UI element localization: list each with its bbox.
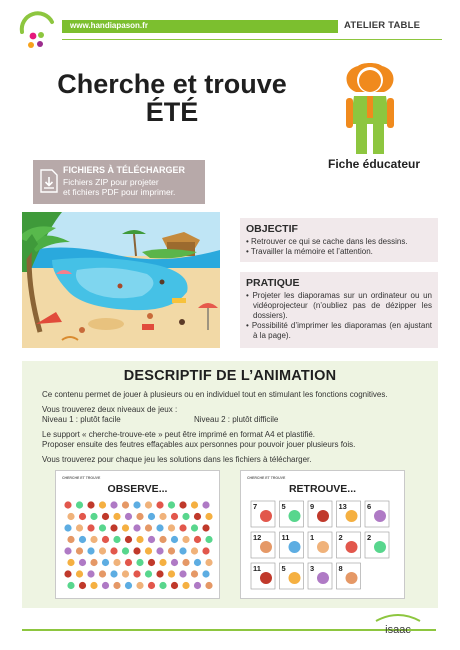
observe-drawing [145,524,152,531]
observe-drawing [171,536,178,543]
observe-drawing [99,570,106,577]
retrouve-number: 7 [253,502,258,511]
observe-drawing [136,536,143,543]
page-title [32,70,312,126]
observe-drawing [133,524,140,531]
observe-drawing [90,513,97,520]
retrouve-number: 1 [310,533,315,542]
observe-drawing [156,524,163,531]
observe-drawing [145,547,152,554]
observe-thumbnail[interactable] [55,470,220,599]
retrouve-drawing [260,510,272,522]
observe-drawing [168,547,175,554]
observe-drawing [90,536,97,543]
observe-drawing [136,559,143,566]
observe-drawing [67,559,74,566]
retrouve-drawing [346,510,358,522]
observe-drawing [194,536,201,543]
observe-drawing [171,513,178,520]
retrouve-number: 13 [338,502,347,511]
observe-drawing [156,547,163,554]
level-1: Niveau 1 : plutôt facile [42,415,121,424]
observe-drawing [122,570,129,577]
pratique-item-2: • Possibilité d’imprimer les diaporamas (en ajustant à la page). [246,321,432,341]
observe-drawing [202,524,209,531]
descriptif-paragraph-3b: Proposer ensuite des feutres effaçables aux personnes pour pouvoir jouer plusieurs fois. [42,440,356,449]
observe-drawing [145,570,152,577]
observe-drawing [133,570,140,577]
download-line-2: et fichiers PDF pour imprimer. [63,187,176,197]
observe-drawing [168,524,175,531]
observe-drawing [171,559,178,566]
observe-drawing [191,570,198,577]
observe-drawing [182,582,189,589]
observe-drawing [159,582,166,589]
observe-grid-illustration [62,499,213,593]
objectif-item-2: • Travailler la mémoire et l’attention. [246,247,432,257]
observe-drawing [136,513,143,520]
observe-drawing [110,570,117,577]
download-line-1: Fichiers ZIP pour projeter [63,177,159,187]
retrouve-drawing [289,510,301,522]
retrouve-thumbnail[interactable] [240,470,405,599]
retrouve-number: 5 [281,502,286,511]
observe-drawing [171,582,178,589]
observe-drawing [113,513,120,520]
observe-drawing [64,501,71,508]
site-url[interactable]: www.handiapason.fr [70,21,148,30]
observe-drawing [133,501,140,508]
download-box[interactable] [33,160,205,204]
retrouve-drawing [317,510,329,522]
retrouve-drawing [289,541,301,553]
descriptif-title: DESCRIPTIF DE L’ANIMATION [123,368,337,384]
retrouve-drawing [346,572,358,584]
descriptif-paragraph-1: Ce contenu permet de jouer à plusieurs ou en individuel tout en stimulant les fonctions cognitives. [42,390,388,399]
descriptif-levels [42,415,278,425]
beach-illustration [22,212,220,348]
title-line-2: ÉTÉ [145,97,199,127]
retrouve-drawing [260,541,272,553]
observe-drawing [67,536,74,543]
observe-drawing [179,501,186,508]
observe-drawing [79,536,86,543]
retrouve-drawing [260,572,272,584]
download-file-icon [39,169,59,193]
retrouve-number: 8 [338,564,343,573]
retrouve-number: 11 [281,533,290,542]
observe-drawing [136,582,143,589]
retrouve-title: RETROUVE... [288,483,357,495]
observe-drawing [79,582,86,589]
observe-drawing [148,513,155,520]
observe-drawing [110,501,117,508]
observe-drawing [202,501,209,508]
observe-drawing [125,559,132,566]
retrouve-drawing [374,541,386,553]
observe-drawing [67,582,74,589]
observe-drawing [205,536,212,543]
observe-drawing [125,582,132,589]
observe-title: OBSERVE... [107,483,168,495]
observe-drawing [179,547,186,554]
observe-drawing [182,513,189,520]
observe-drawing [145,501,152,508]
pratique-panel [240,272,438,348]
observe-drawing [110,524,117,531]
observe-drawing [156,570,163,577]
retrouve-number: 3 [310,564,315,573]
objectif-panel [240,218,438,262]
observe-drawing [202,547,209,554]
observe-drawing [76,501,83,508]
fiche-educateur-label: Fiche éducateur [327,157,421,171]
retrouve-number: 6 [367,502,372,511]
observe-drawing [64,570,71,577]
observe-drawing [122,547,129,554]
observe-drawing [102,582,109,589]
observe-drawing [182,559,189,566]
retrouve-number: 11 [253,564,261,573]
retrouve-drawing [289,572,301,584]
atelier-tag: ATELIER TABLE [344,20,421,31]
observe-drawing [79,513,86,520]
observe-drawing [102,513,109,520]
observe-drawing [194,513,201,520]
observe-drawing [67,513,74,520]
observe-drawing [191,547,198,554]
thumbnail-tag: CHERCHE ET TROUVE [62,476,101,480]
pratique-title: PRATIQUE [246,277,300,289]
observe-drawing [194,582,201,589]
observe-drawing [64,524,71,531]
observe-drawing [202,570,209,577]
educator-figure-icon [340,62,400,156]
observe-drawing [168,570,175,577]
observe-drawing [148,582,155,589]
retrouve-number: 12 [253,533,262,542]
observe-drawing [102,559,109,566]
retrouve-grid-illustration [247,499,398,593]
descriptif-paragraph-2: Vous trouverez deux niveaux de jeux : [42,405,178,414]
observe-drawing [122,524,129,531]
observe-drawing [148,536,155,543]
retrouve-number: 2 [338,533,343,542]
observe-drawing [179,524,186,531]
observe-drawing [110,547,117,554]
pratique-item-1: • Projeter les diaporamas sur un ordinateur ou un vidéoprojecteur (n’oubliez pas de dézipper les dossiers). [246,291,432,321]
isaac-logo [372,611,424,639]
retrouve-number: 9 [310,502,315,511]
observe-drawing [159,559,166,566]
header-divider [62,39,442,40]
observe-drawing [87,524,94,531]
observe-drawing [87,570,94,577]
observe-drawing [125,513,132,520]
observe-drawing [113,536,120,543]
observe-drawing [168,501,175,508]
observe-drawing [76,570,83,577]
observe-drawing [205,559,212,566]
observe-drawing [148,559,155,566]
observe-drawing [87,547,94,554]
retrouve-drawing [346,541,358,553]
descriptif-paragraph-4: Vous trouverez pour chaque jeu les solutions dans les fichiers à télécharger. [42,455,312,464]
observe-drawing [99,524,106,531]
objectif-item-1: • Retrouver ce qui se cache dans les dessins. [246,237,432,247]
observe-drawing [87,501,94,508]
observe-drawing [64,547,71,554]
level-2: Niveau 2 : plutôt difficile [194,415,279,424]
observe-drawing [102,536,109,543]
download-title: FICHIERS À TÉLÉCHARGER [63,165,186,175]
observe-drawing [90,559,97,566]
observe-drawing [194,559,201,566]
retrouve-drawing [317,572,329,584]
observe-drawing [182,536,189,543]
observe-drawing [79,559,86,566]
observe-drawing [156,501,163,508]
observe-drawing [133,547,140,554]
descriptif-paragraph-3a: Le support « cherche-trouve-ete » peut être imprimé en format A4 et plastifié. [42,430,316,439]
observe-drawing [159,536,166,543]
observe-drawing [76,524,83,531]
thumbnail-tag: CHERCHE ET TROUVE [247,476,286,480]
observe-drawing [99,501,106,508]
observe-drawing [191,524,198,531]
observe-drawing [90,582,97,589]
retrouve-drawing [317,541,329,553]
title-line-1: Cherche et trouve [57,69,287,99]
observe-drawing [191,501,198,508]
observe-drawing [76,547,83,554]
observe-drawing [179,570,186,577]
retrouve-number: 2 [367,533,372,542]
observe-drawing [122,501,129,508]
objectif-title: OBJECTIF [246,223,298,235]
retrouve-number: 5 [281,564,286,573]
observe-drawing [159,513,166,520]
observe-drawing [113,559,120,566]
retrouve-drawing [374,510,386,522]
observe-drawing [205,582,212,589]
isaac-logo-text: isaac [385,624,411,636]
observe-drawing [205,513,212,520]
observe-drawing [113,582,120,589]
handiapason-logo-icon [14,10,58,54]
observe-drawing [99,547,106,554]
observe-drawing [125,536,132,543]
